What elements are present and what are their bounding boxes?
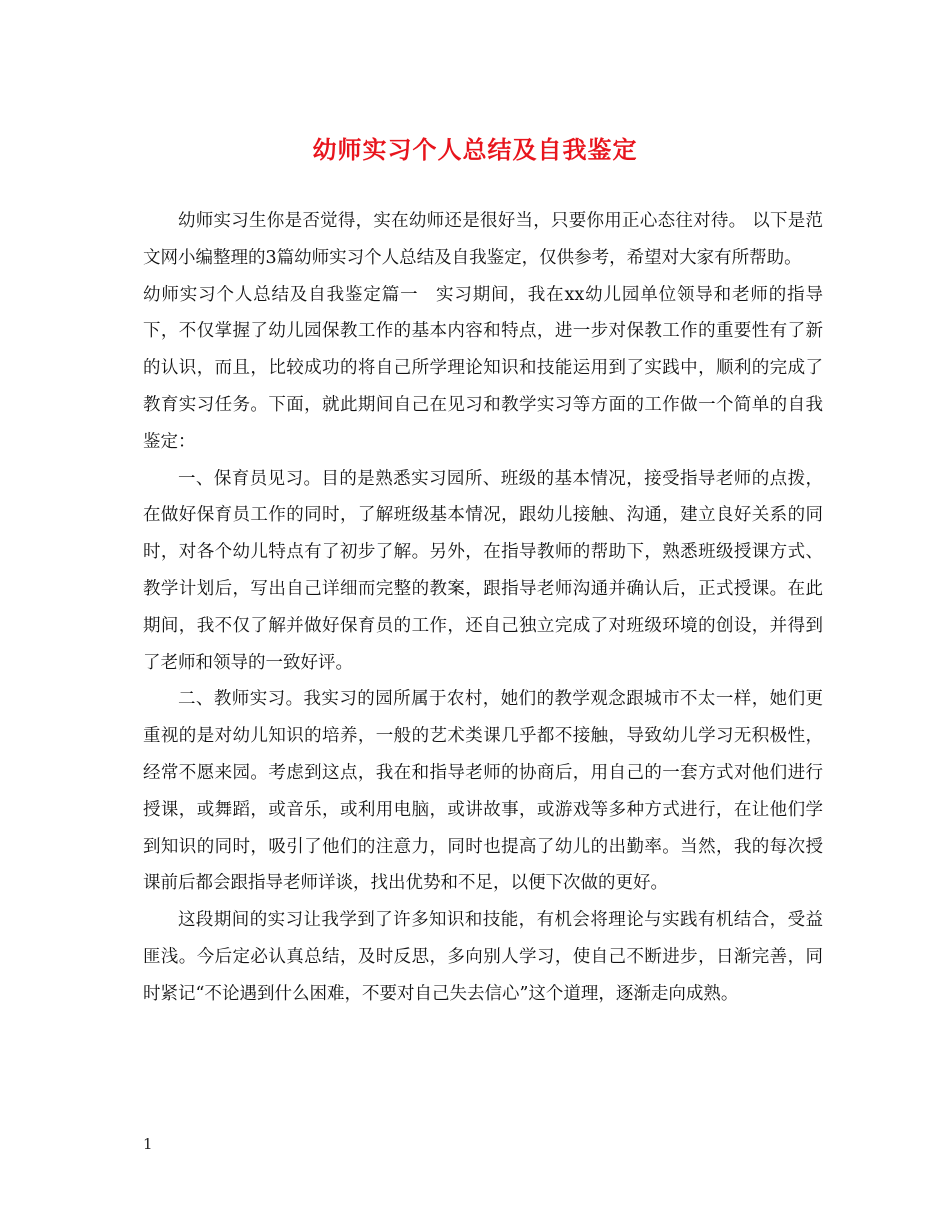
section-paragraph <box>143 277 823 461</box>
paragraph-teacher: 二、教师实习。我实习的园所属于农村，她们的教学观念跟城市不太一样，她们更重视的是对幼儿知识的培养，一般的艺术类课几乎都不接触，导致幼儿学习无积极性，经常不愿来园。考虑到这点，我在和指导老师的协商后，用自己的一套方式对他们进行授课，或舞蹈，或音乐，或利用电脑，或讲故事，或游戏等多种方式进行，在让他们学到知识的同时，吸引了他们的注意力，同时也提高了幼儿的出勤率。当然，我的每次授课前后都会跟指导老师详谈，找出优势和不足，以便下次做的更好。 <box>143 689 823 894</box>
intro-paragraph: 幼师实习生你是否觉得，实在幼师还是很好当，只要你用正心态往对待。 以下是范文网小编整理的3篇幼师实习个人总结及自我鉴定，仅供参考，希望对大家有所帮助。 <box>143 211 823 268</box>
paragraph-conclusion: 这段期间的实习让我学到了许多知识和技能，有机会将理论与实践有机结合，受益匪浅。今后定必认真总结，及时反思，多向别人学习，使自己不断进步，日渐完善，同时紧记“不论遇到什么困难，不要对自己失去信心”这个道理，逐渐走向成熟。 <box>143 910 823 1004</box>
section-heading: 幼师实习个人总结及自我鉴定篇一 <box>143 284 419 305</box>
section-lead: 实习期间，我在xx幼儿园单位领导和老师的指导下，不仅掌握了幼儿园保教工作的基本内容和特点，进一步对保教工作的重要性有了新的认识，而且，比较成功的将自己所学理论知识和技能运用到了实践中，顺利的完成了教育实习任务。下面，就此期间自己在见习和教学实习等方面的工作做一个简单的自我鉴定： <box>143 284 823 452</box>
paragraph-caregiver: 一、保育员见习。目的是熟悉实习园所、班级的基本情况，接受指导老师的点拨，在做好保育员工作的同时，了解班级基本情况，跟幼儿接触、沟通，建立良好关系的同时，对各个幼儿特点有了初步了解。另外，在指导教师的帮助下，熟悉班级授课方式、教学计划后，写出自己详细而完整的教案，跟指导老师沟通并确认后，正式授课。在此期间，我不仅了解并做好保育员的工作，还自己独立完成了对班级环境的创设，并得到了老师和领导的一致好评。 <box>143 468 823 673</box>
page-number: 1 <box>143 1135 153 1153</box>
document-body <box>143 203 823 1013</box>
document-title: 幼师实习个人总结及自我鉴定 <box>312 135 638 164</box>
